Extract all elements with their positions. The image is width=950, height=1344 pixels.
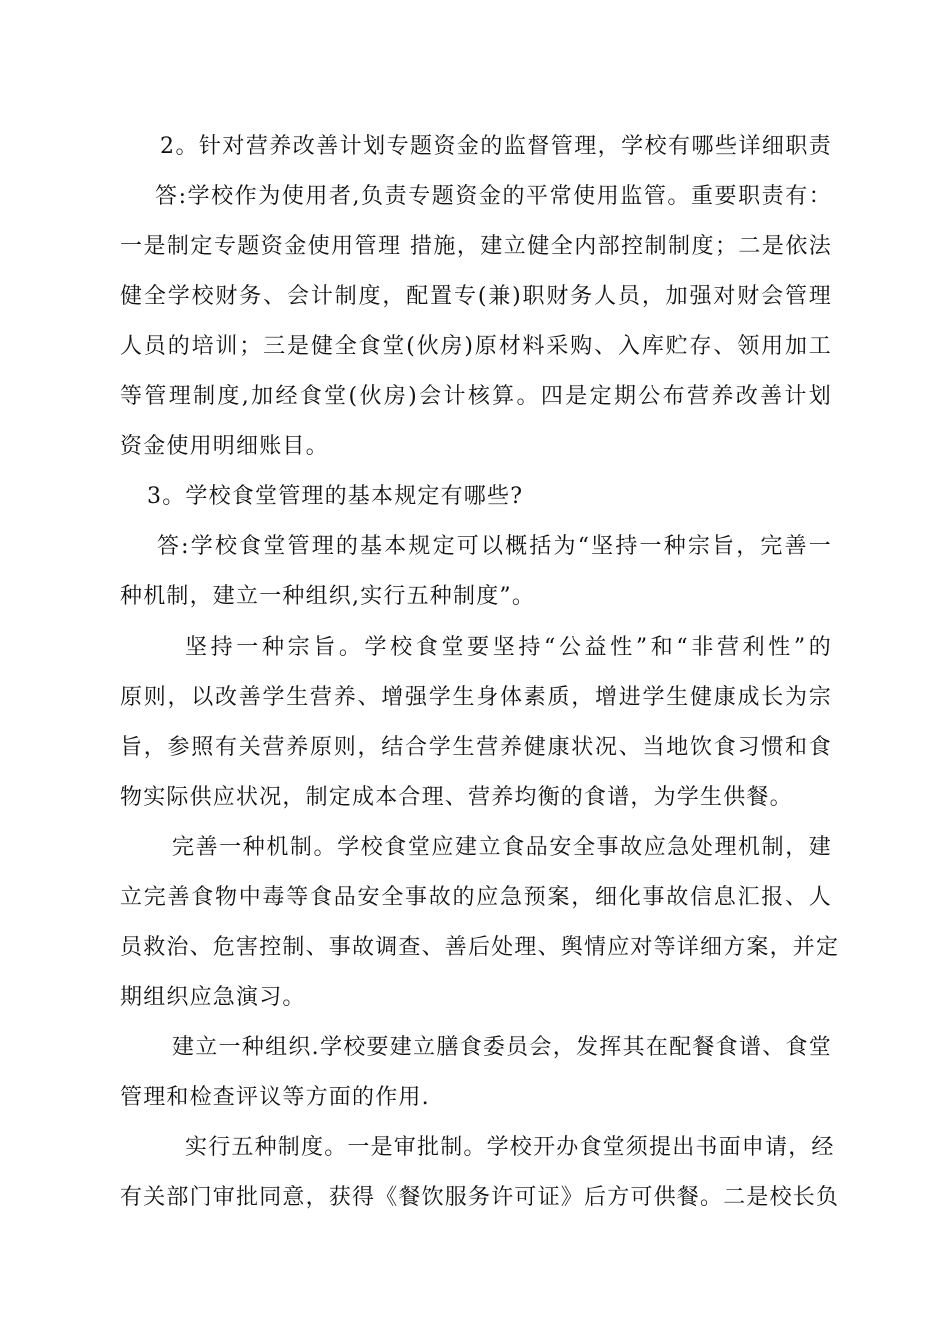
- mechanism-paragraph-line-3: 员救治、危害控制、事故调查、善后处理、舆情应对等详细方案，并定: [120, 935, 840, 960]
- answer-3-line-2: 种机制，建立一种组织,实行五种制度”。: [120, 584, 536, 609]
- question-3-heading: 3。学校食堂管理的基本规定有哪些?: [147, 484, 524, 509]
- principle-paragraph-line-2: 原则，以改善学生营养、增强学生身体素质，增进学生健康成长为宗: [120, 685, 832, 710]
- mechanism-paragraph-line-2: 立完善食物中毒等食品安全事故的应急预案，细化事故信息汇报、人: [120, 885, 832, 910]
- principle-paragraph-line-1: 坚持一种宗旨。学校食堂要坚持“公益性”和“非营利性”的: [185, 635, 832, 660]
- question-2-heading: 2。针对营养改善计划专题资金的监督管理，学校有哪些详细职责: [160, 134, 832, 159]
- answer-2-line-5: 等管理制度,加经食堂(伙房)会计核算。四是定期公布营养改善计划: [120, 384, 832, 409]
- organization-paragraph-line-1: 建立一种组织.学校要建立膳食委员会，发挥其在配餐食谱、食堂: [172, 1035, 832, 1060]
- mechanism-paragraph-line-1: 完善一种机制。学校食堂应建立食品安全事故应急处理机制，建: [172, 835, 832, 860]
- answer-2-line-3: 健全学校财务、会计制度，配置专(兼)职财务人员，加强对财会管理: [120, 284, 832, 309]
- answer-2-line-2: 一是制定专题资金使用管理 措施，建立健全内部控制制度；二是依法: [120, 234, 832, 259]
- answer-2-line-4: 人员的培训；三是健全食堂(伙房)原材料采购、入库贮存、领用加工: [120, 334, 832, 359]
- organization-paragraph-line-2: 管理和检查评议等方面的作用.: [120, 1085, 430, 1110]
- principle-paragraph-line-4: 物实际供应状况，制定成本合理、营养均衡的食谱，为学生供餐。: [120, 785, 793, 810]
- systems-paragraph-line-1: 实行五种制度。一是审批制。学校开办食堂须提出书面申请，经: [185, 1135, 835, 1160]
- principle-paragraph-line-3: 旨，参照有关营养原则，结合学生营养健康状况、当地饮食习惯和食: [120, 735, 832, 760]
- systems-paragraph-line-2: 有关部门审批同意，获得《餐饮服务许可证》后方可供餐。二是校长负: [120, 1185, 840, 1210]
- answer-3-line-1: 答:学校食堂管理的基本规定可以概括为“坚持一种宗旨，完善一: [157, 534, 832, 559]
- answer-2-line-6: 资金使用明细账目。: [120, 434, 329, 459]
- answer-2-line-1: 答:学校作为使用者,负责专题资金的平常使用监管。重要职责有：: [155, 184, 832, 209]
- mechanism-paragraph-line-4: 期组织应急演习。: [120, 985, 306, 1010]
